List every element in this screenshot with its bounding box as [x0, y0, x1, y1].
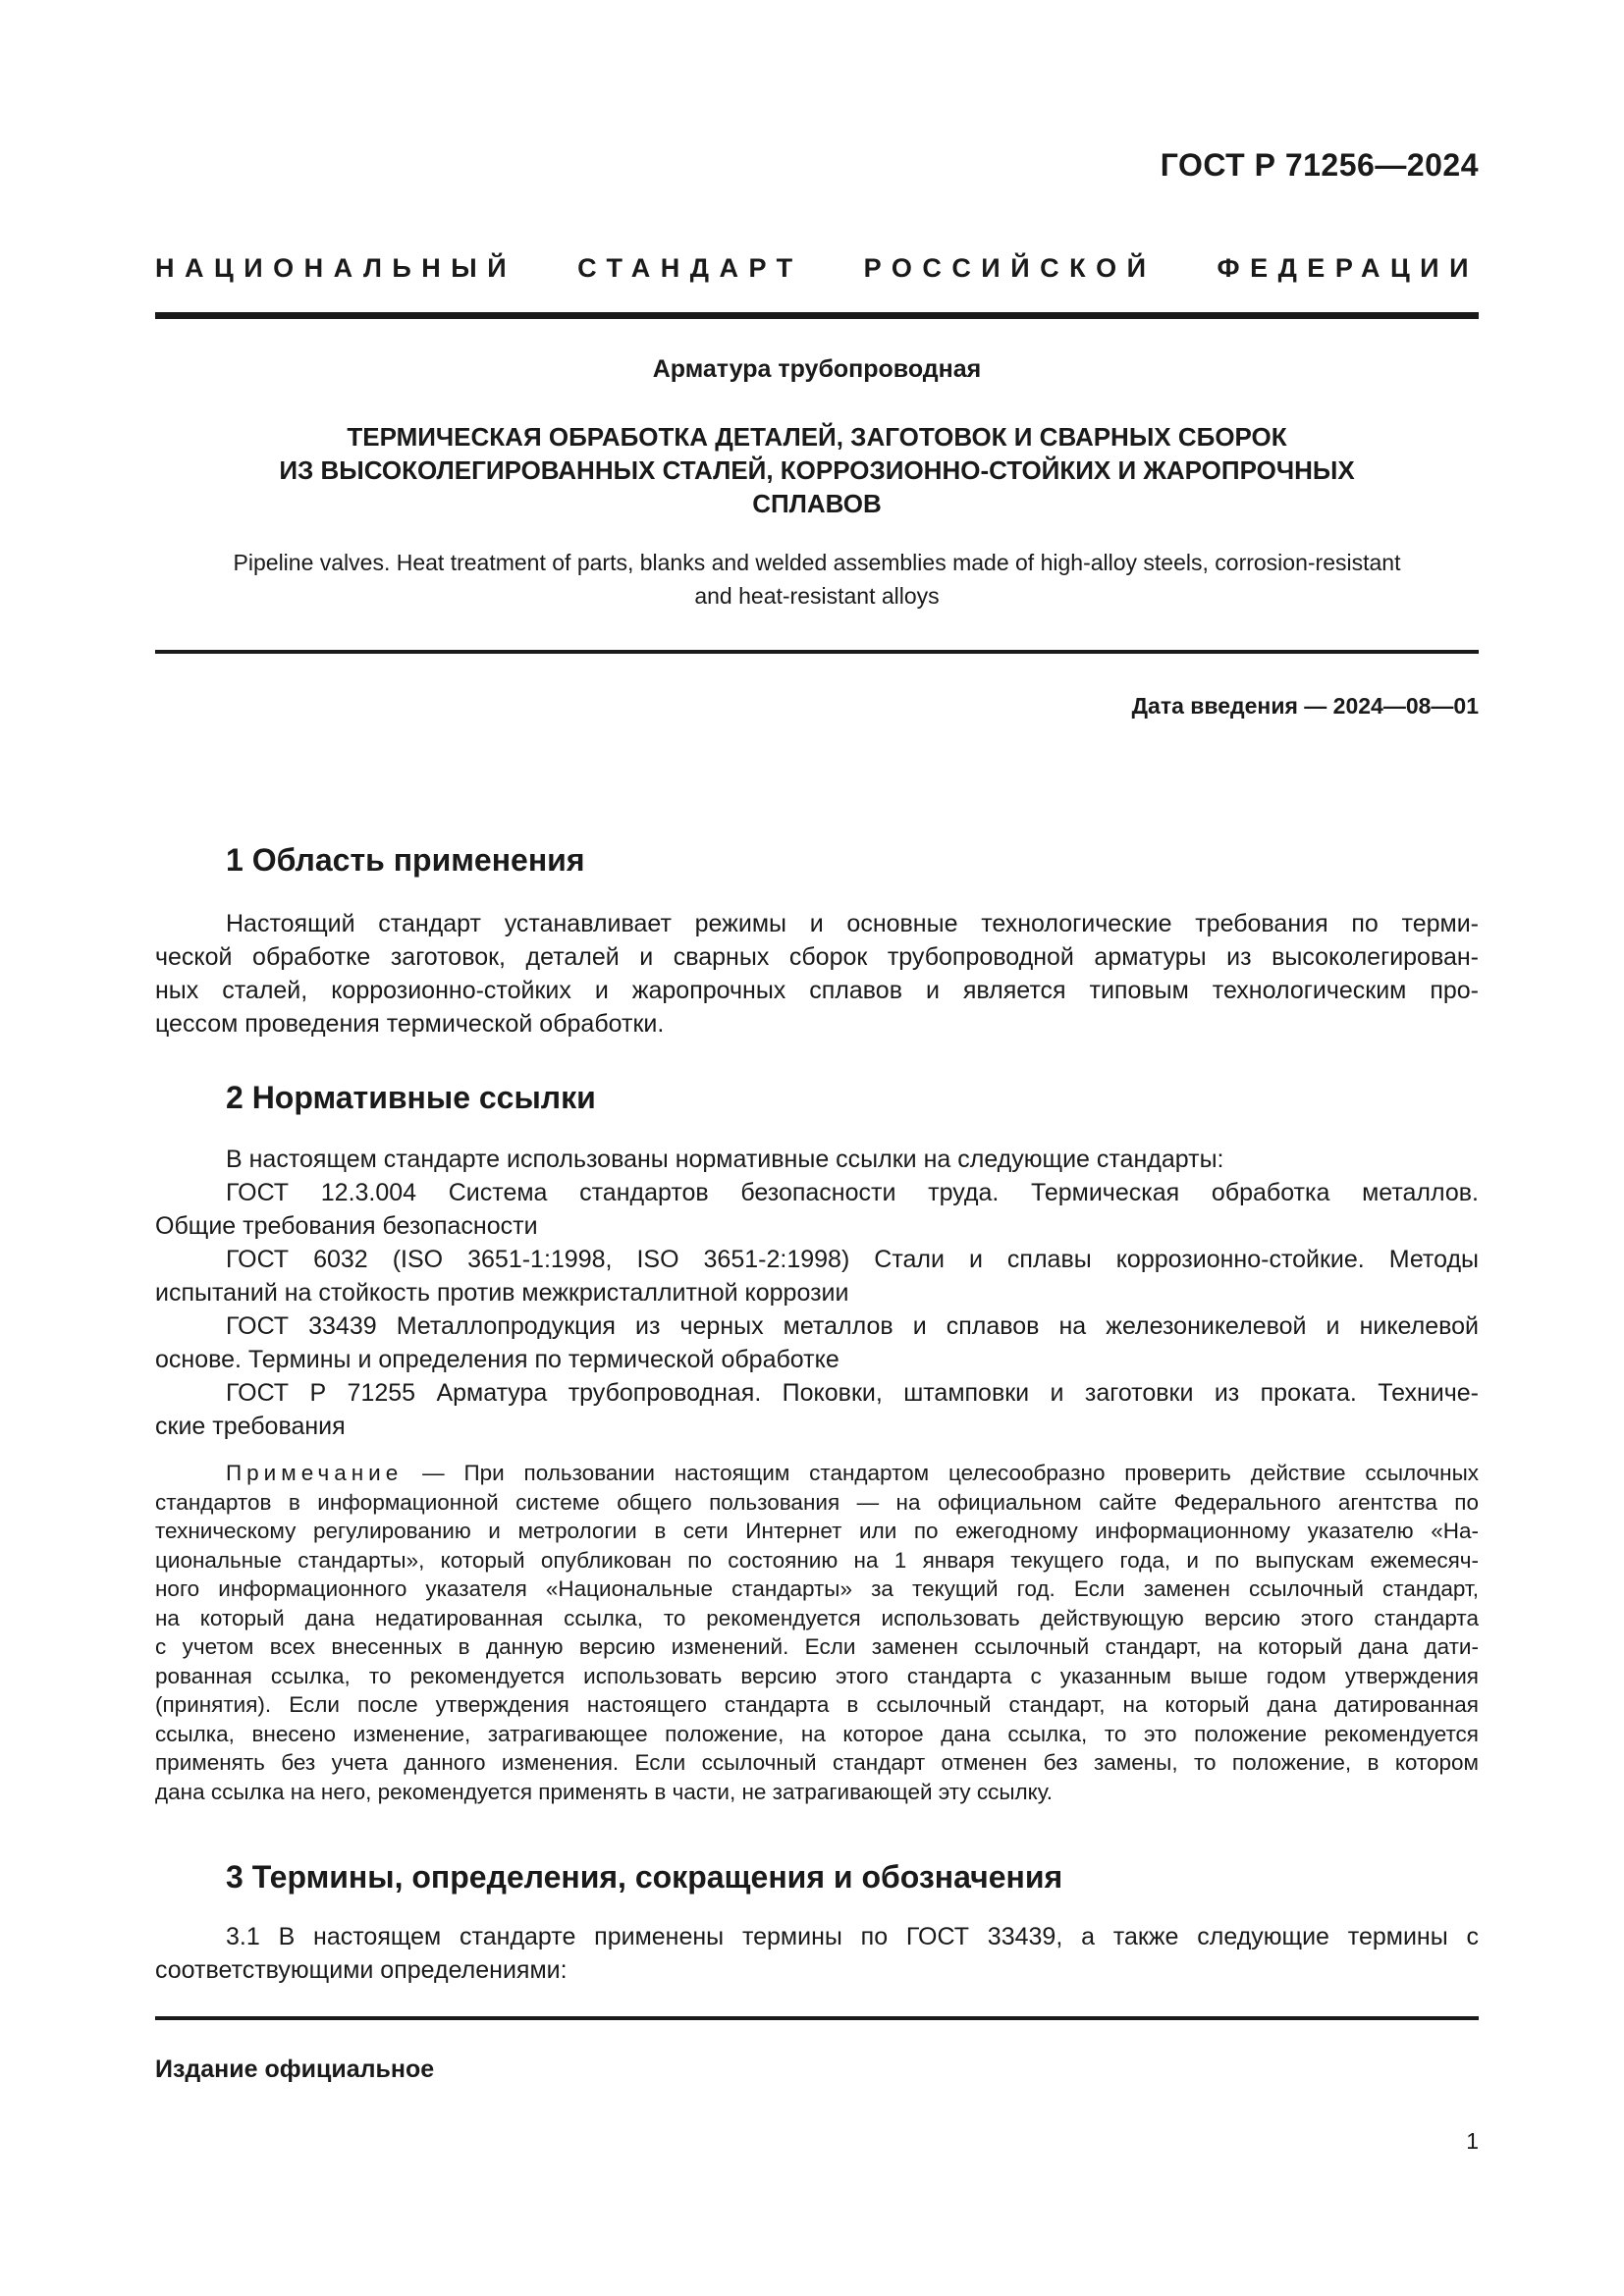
note-text: — При пользовании настоящим стандартом целесообразно проверить действие ссылочных: [403, 1461, 1479, 1485]
document-title: [155, 420, 1479, 520]
note-block: [155, 1459, 1479, 1806]
header-divider: [155, 312, 1479, 319]
note-line: циональные стандарты», который опубликован по состоянию на 1 января текущего года, и по выпускам ежемесяч-: [155, 1547, 1479, 1573]
text-line: соответствующими определениями:: [155, 1956, 568, 1984]
note-line: применять без учета данного изменения. Если ссылочный стандарт отменен без замены, то положение, в котором: [155, 1750, 1479, 1775]
text-line: ческой обработке заготовок, деталей и сварных сборок трубопроводной арматуры из высоколегирован-: [155, 943, 1479, 971]
note-line: ного информационного указателя «Национальные стандарты» за текущий год. Если заменен ссылочный стандарт,: [155, 1576, 1479, 1601]
section-3-heading: 3 Термины, определения, сокращения и обозначения: [226, 1859, 1063, 1895]
section-3-text: [155, 1920, 1479, 1987]
introduction-date: Дата введения — 2024—08—01: [1131, 693, 1479, 719]
note-line: с учетом всех внесенных в данную версию изменений. Если заменен ссылочный стандарт, на который дана дати-: [155, 1634, 1479, 1659]
reference-line: ские требования: [155, 1413, 346, 1440]
reference-line: основе. Термины и определения по термической обработке: [155, 1346, 839, 1373]
document-subject: Арматура трубопроводная: [652, 355, 982, 383]
english-title-line: and heat-resistant alloys: [694, 583, 940, 609]
note-first-line: [155, 1459, 1479, 1488]
note-line: на который дана недатированная ссылка, то рекомендуется использовать действующую версию этого стандарта: [155, 1605, 1479, 1630]
title-line: ТЕРМИЧЕСКАЯ ОБРАБОТКА ДЕТАЛЕЙ, ЗАГОТОВОК И СВАРНЫХ СБОРОК: [347, 422, 1287, 452]
title-line: ИЗ ВЫСОКОЛЕГИРОВАННЫХ СТАЛЕЙ, КОРРОЗИОННО-СТОЙКИХ И ЖАРОПРОЧНЫХ: [279, 455, 1355, 485]
note-label: Примечание: [226, 1461, 404, 1485]
official-edition-label: Издание официальное: [155, 2056, 435, 2083]
note-line: дана ссылка на него, рекомендуется применять в части, не затрагивающей эту ссылку.: [155, 1779, 1053, 1804]
reference-line: ГОСТ 12.3.004 Система стандартов безопасности труда. Термическая обработка металлов.: [226, 1179, 1479, 1206]
reference-line: испытаний на стойкость против межкристаллитной коррозии: [155, 1279, 849, 1307]
note-line: техническому регулированию и метрологии в сети Интернет или по ежегодному информационному указателю «На-: [155, 1519, 1479, 1543]
reference-line: ГОСТ 33439 Металлопродукция из черных металлов и сплавов на железоникелевой и никелевой: [226, 1312, 1479, 1340]
national-standard-title: НАЦИОНАЛЬНЫЙ СТАНДАРТ РОССИЙСКОЙ ФЕДЕРАЦИИ: [155, 253, 1479, 283]
section-2-text: [155, 1143, 1479, 1443]
section-2-heading: 2 Нормативные ссылки: [226, 1080, 596, 1115]
document-id: ГОСТ Р 71256—2024: [1160, 147, 1479, 183]
note-line: ссылка, внесено изменение, затрагивающее положение, на которое дана ссылка, то это положение рекомендуется: [155, 1721, 1479, 1746]
reference-line: ГОСТ Р 71255 Арматура трубопроводная. Поковки, штамповки и заготовки из проката. Техниче-: [226, 1379, 1479, 1407]
reference-line: ГОСТ 6032 (ISO 3651-1:1998, ISO 3651-2:1998) Стали и сплавы коррозионно-стойкие. Методы: [226, 1246, 1479, 1273]
text-line: цессом проведения термической обработки.: [155, 1010, 665, 1038]
text-line: 3.1 В настоящем стандарте применены термины по ГОСТ 33439, а также следующие термины с: [226, 1923, 1479, 1950]
reference-line: Общие требования безопасности: [155, 1212, 538, 1240]
page-number: 1: [1466, 2128, 1479, 2154]
note-line: стандартов в информационной системе общего пользования — на официальном сайте Федерального агентства по: [155, 1489, 1479, 1515]
title-line: СПЛАВОВ: [752, 489, 882, 518]
english-title: [155, 546, 1479, 613]
title-divider: [155, 650, 1479, 654]
footer-divider: [155, 2016, 1479, 2020]
note-line: рованная ссылка, то рекомендуется использовать версию этого стандарта с указанным выше годом утверждения: [155, 1663, 1479, 1688]
note-line: (принятия). Если после утверждения настоящего стандарта в ссылочный стандарт, на который дана датированная: [155, 1692, 1479, 1717]
section-1-text: [155, 907, 1479, 1041]
section-1-heading: 1 Область применения: [226, 842, 585, 878]
text-line: ных сталей, коррозионно-стойких и жаропрочных сплавов и является типовым технологическим про-: [155, 977, 1479, 1004]
document-page: [155, 0, 1479, 2296]
text-line: В настоящем стандарте использованы нормативные ссылки на следующие стандарты:: [226, 1146, 1224, 1173]
english-title-line: Pipeline valves. Heat treatment of parts, blanks and welded assemblies made of high-alloy steels, corrosion-resistant: [233, 550, 1401, 575]
text-line: Настоящий стандарт устанавливает режимы и основные технологические требования по терми-: [226, 910, 1479, 937]
